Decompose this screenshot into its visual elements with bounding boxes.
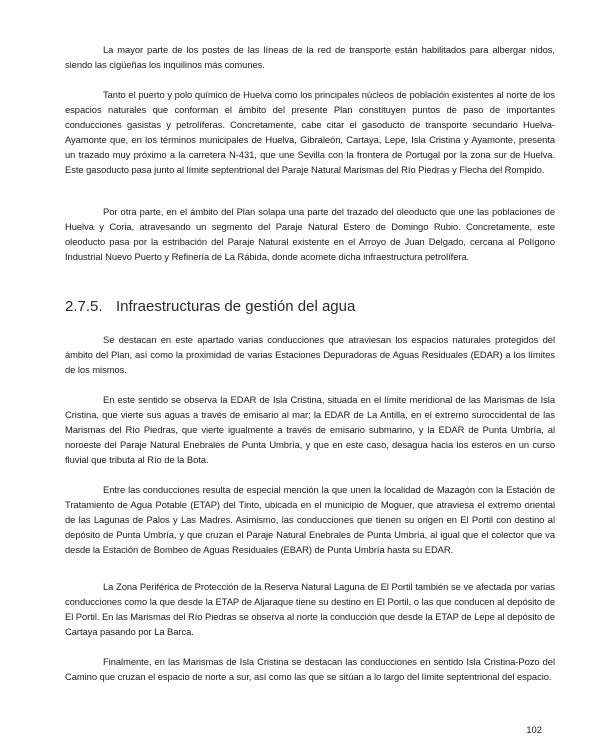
section-number: 2.7.5. [65, 298, 103, 315]
paragraph-isla-cristina: Finalmente, en las Marismas de Isla Cristina se destacan las conducciones en sentido Isla Cristina-Pozo del Camino que cruzan el espacio de norte a sur, así como las que se sitúan a lo largo del límite septentrional del espacio. [65, 656, 555, 682]
section-heading [65, 297, 355, 317]
section-title: Infraestructuras de gestión del agua [116, 298, 356, 315]
paragraph-nests: La mayor parte de los postes de las líneas de la red de transporte están habilitados para albergar nidos, siendo las cigüeñas los inquilinos más comunes. [65, 44, 555, 70]
paragraph-water-intro: Se destacan en este apartado varias conducciones que atraviesan los espacios naturales protegidos del ámbito del Plan, así como la proximidad de varias Estaciones Depuradoras de Aguas Residuales (EDAR) a los límites de los mismos. [65, 334, 555, 375]
paragraph-conducciones: Entre las conducciones resulta de especial mención la que unen la localidad de Mazagón con la Estación de Tratamiento de Agua Potable (ETAP) del Tinto, ubicada en el municipio de Moguer, que atraviesa el extremo oriental de las Lagunas de Palos y Las Madres. Asimismo, las conducciones que tienen su origen en El Portil con destino al depósito de Punta Umbría, y que cruzan el Paraje Natural Enebrales de Punta Umbría, al igual que el colector que va desde la Estación de Bombeo de Aguas Residuales (EBAR) de Punta Umbría hasta su EDAR. [65, 484, 555, 555]
page-number: 102 [526, 724, 542, 735]
paragraph-gas-pipelines: Tanto el puerto y polo químico de Huelva como los principales núcleos de población existentes al norte de los espacios naturales que conforman el ámbito del presente Plan constituyen puntos de paso de importantes conducciones gasistas y petrolíferas. Concretamente, cabe citar el gasoducto de transporte secundario Huelva-Ayamonte que, en los términos municipales de Huelva, Gibraleón, Cartaya, Lepe, Isla Cristina y Ayamonte, presenta un trazado muy próximo a la carretera N-431, que une Sevilla con la frontera de Portugal por la zona sur de Huelva. Este gasoducto pasa junto al límite septentrional del Paraje Natural Marismas del Río Piedras y Flecha del Rompido. [65, 89, 555, 175]
paragraph-oil-pipeline: Por otra parte, en el ámbito del Plan solapa una parte del trazado del oleoducto que une las poblaciones de Huelva y Coria, atravesando un segmento del Paraje Natural Estero de Domingo Rubio. Concretamente, este oleoducto pasa por la estribación del Paraje Natural existente en el Arroyo de Juan Delgado, cercana al Polígono Industrial Nuevo Puerto y Refinería de La Rábida, donde acomete dicha infraestructura petrolífera. [65, 206, 555, 262]
paragraph-edar: En este sentido se observa la EDAR de Isla Cristina, situada en el límite meridional de las Marismas de Isla Cristina, que vierte sus aguas a través de emisario al mar; la EDAR de La Antilla, en el extremo suroccidental de las Marismas del Río Piedras, que vierte igualmente a través de emisario submarino, y la EDAR de Punta Umbría, al noroeste del Paraje Natural Enebrales de Punta Umbría, y que en este caso, desagua hacia los esteros en un curso fluvial que tributa al Río de la Bota. [65, 394, 555, 465]
paragraph-el-portil: La Zona Periférica de Protección de la Reserva Natural Laguna de El Portil también se ve afectada por varias conducciones como la que desde la ETAP de Aljaraque tiene su destino en El Portil, o las que conducen al depósito de El Portil. En las Marismas del Río Piedras se observa al norte la conducción que desde la ETAP de Lepe al depósito de Cartaya pasando por La Barca. [65, 581, 555, 637]
